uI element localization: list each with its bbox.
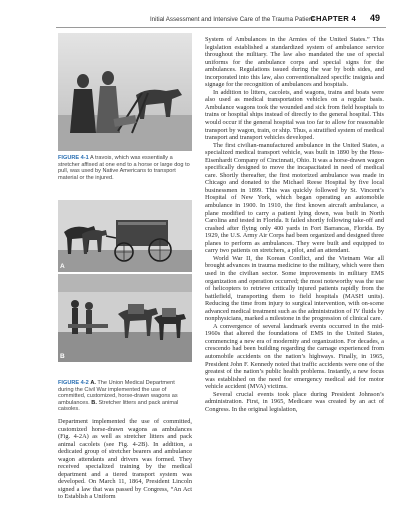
figure-4-1-caption xyxy=(58,155,190,181)
figure-4-1-caption-text: A travois, which was essentially a stretcher affixed at one end to a horse or large dog to pull, was used by Native Americans to transport material or the injured. xyxy=(58,155,190,181)
paragraph: System of Ambulances in the Armies of the United States.” This legislation established a standardized system of ambulance service throughout the military. The law also mandated the use of special uniforms for the ambulance corps and special signs for the ambulances. Regulations issued during the war by both sides, and incorporated into this law, also conventionalized specific insignia and signage for the recognition of ambulances and hospitals. xyxy=(205,36,384,89)
paragraph: Department implemented the use of committed, customized horse-drawn wagons as ambulances (Fig. 4-2A) as well as stretcher litters and pack animal cacolets (see Fig. 4-2B). In addition, a dedicated group of stretcher bearers and ambulance wagon attendants and drivers was formed. They received specialized training by the medical department and a tiered transport system was developed. On March 11, 1864, President Lincoln signed a law that was passed by Congress, “An Act to Establish a Uniform xyxy=(58,418,192,501)
left-column-text xyxy=(58,418,192,501)
paragraph: The first civilian-manufactured ambulance in the United States, a specialized medical transport vehicle, was built in 1890 by the Hess-Eisenhardt Company of Cincinnati, Ohio. It was a horse-drawn wagon specifically designed to move the incapacitated in need of medical care. Shortly thereafter, the first motorized ambulance was made in Chicago and donated to the Michael Reese Hospital by five local businessmen in 1899. This was quickly followed by St. Vincent’s Hospital of New York, which began operating an automobile ambulance in 1900. In 1910, the first known aircraft ambulance, a plane modified to carry a patient lying down, was built in North Carolina and tested in Florida. It failed shortly following take-off and crashed after flying only 400 yards in Fort Barrancas, Florida. By 1929, the U.S. Army Air Corps had been organized and designed three planes to perform as ambulances. They were built and equipped to carry two patients on stretchers, a pilot, and an attendant. xyxy=(205,141,384,255)
paragraph: World War II, the Korean Conflict, and the Vietnam War all brought advances in trauma medicine to the military, which were then used in the civilian sector. Some improvements in military EMS organization and operation occurred; the most noteworthy was the use of helicopters to retrieve critically injured patients rapidly from the battlefield, transporting them to field hospitals (MASH units). Reducing the time from injury to surgical intervention, with on-scene advanced medical treatment such as the administration of IV fluids by nonphysicians, marked a milestone in the progression of clinical care. xyxy=(205,254,384,323)
figure-4-2-panel-b-label: B. xyxy=(91,399,97,406)
paragraph: In addition to litters, cacolets, and wagons, trains and boats were also used as medical transportation vehicles on a regular basis. Ambulance wagons took the wounded and sick from field hospitals to trains or hospital ships instead of directly to the general hospital. This would occur if the general hospital was too far to allow for reasonable transport by wagon, train, or ship. Thus, a stratified system of medical transport and transport vehicles developed. xyxy=(205,88,384,142)
header-rule xyxy=(56,27,386,28)
page-number: 49 xyxy=(369,13,380,23)
photo-tag-b: B xyxy=(60,353,65,360)
figure-4-2a-photo xyxy=(58,200,192,272)
right-column-text xyxy=(205,36,384,413)
figure-4-2-panel-b-text: Stretcher litters and pack animal caisoles. xyxy=(58,399,179,413)
figure-4-1-number: FIGURE 4-1 xyxy=(58,155,89,161)
figure-4-2-panel-a-label: A. xyxy=(90,380,96,386)
running-title: Initial Assessment and Intensive Care of the Trauma Patient xyxy=(149,16,314,23)
figure-4-2-caption xyxy=(58,380,190,413)
paragraph: Several crucial events took place during President Johnson’s administration. First, in 1965, Medicare was created by an act of Congress. In the original legislation, xyxy=(205,390,384,413)
page-header xyxy=(0,14,400,30)
figure-4-2-panel-a-text: The Union Medical Department during the Civil War implemented the use of committed, customized, horse-drawn wagons as ambulances. xyxy=(58,380,178,406)
figure-4-1-photo xyxy=(58,33,192,151)
figure-4-2b-photo xyxy=(58,274,192,362)
chapter-label: CHAPTER 4 xyxy=(310,14,356,23)
paragraph: A convergence of several landmark events occurred in the mid-1960s that altered the foundations of EMS in the United States, commencing a new era of modernity and organization. For decades, a crescendo had been building regarding the carnage experienced from automobile accidents on the nation’s highways. Finally, in 1965, President John F. Kennedy noted that traffic accidents were one of the greatest of the nation’s public health problems. Instantly, a new focus was established on the need for emergency medical aid for motor vehicle accident (MVA) victims. xyxy=(205,322,384,391)
photo-tag-a: A xyxy=(60,263,65,270)
figure-4-2-number: FIGURE 4-2 xyxy=(58,380,89,386)
